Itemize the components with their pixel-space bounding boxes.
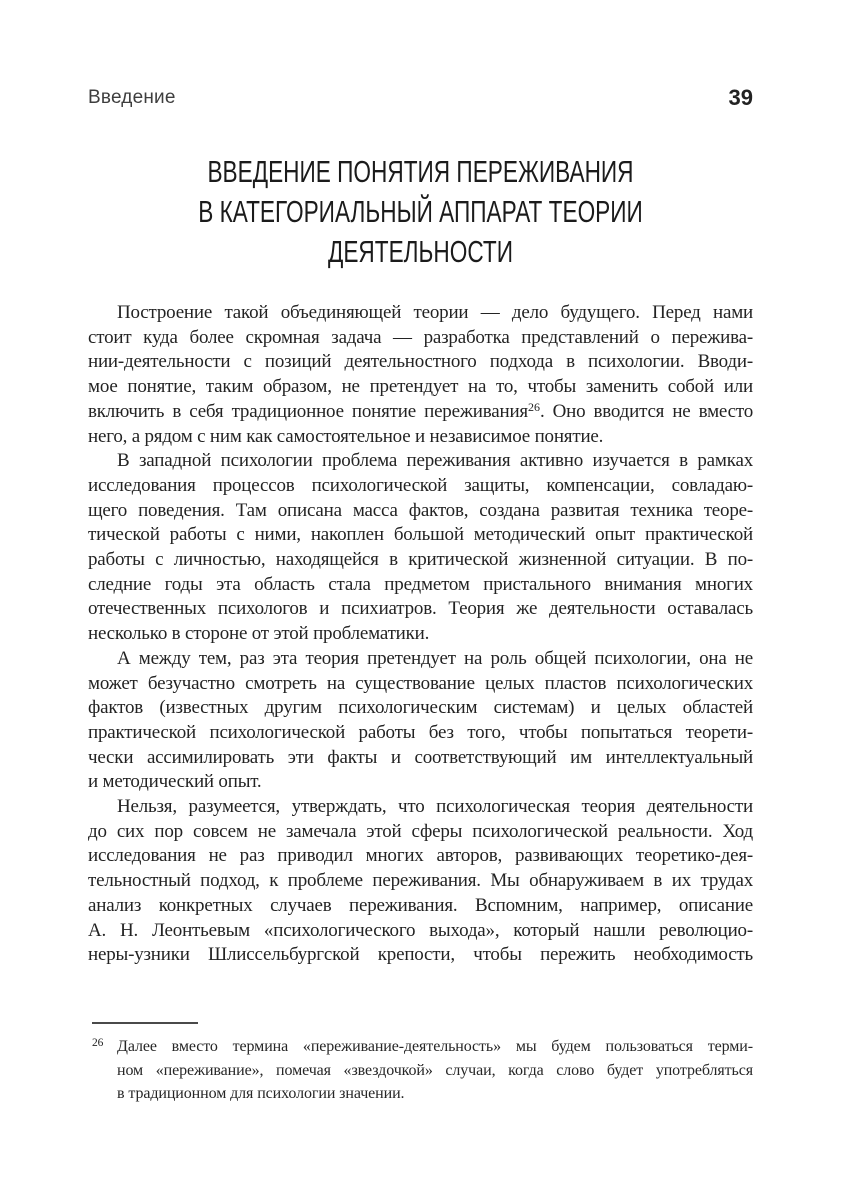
body-line-text: отечественных психологов и психиатров. Теория же деятельности оставалась [88,598,753,620]
body-line-text: работы с личностью, находящейся в критической жизненной ситуации. В по- [88,549,753,571]
body-line [88,425,753,450]
body-line-text: до сих пор совсем не замечала этой сферы психологической реальности. Ход [88,820,753,842]
chapter-title-line: В КАТЕГОРИАЛЬНЫЙ АППАРАТ ТЕОРИИ [198,194,643,229]
body-line [88,894,753,919]
body-line [88,696,753,721]
body-line-text: и методический опыт. [88,771,262,793]
body-line-text: Построение такой объединяющей теории — дело будущего. Перед нами [117,302,753,323]
body-line-text: чески ассимилировать эти факты и соответствующий им интеллектуальный [88,746,753,768]
body-line-text: следние годы эта область стала предметом пристального внимания многих [88,573,753,595]
footnote-line-text: Далее вместо термина «переживание-деятельность» мы будем пользоваться терми- [117,1038,753,1055]
body-line [88,597,753,622]
body-line-text: тельностный подход, к проблеме переживания. Мы обнаруживаем в их трудах [88,870,753,892]
body-line-text: А между тем, раз эта теория претендует на роль общей психологии, она не [117,647,753,669]
body-line-text: него, а рядом с ним как самостоятельное и независимое понятие. [88,425,604,447]
footnote-line [117,1059,753,1083]
body-line-text: несколько в стороне от этой проблематики. [88,623,430,645]
footnote-line [117,1035,753,1059]
body-line [88,721,753,746]
footnote [92,1035,753,1106]
footnote-marker: 26 [92,1037,104,1049]
body-line-text: фактов (известных другим психологическим системам) и целых областей [88,697,753,719]
body-line [88,919,753,944]
footnote-rule [92,1022,198,1024]
body-paragraph [88,301,753,449]
body-line [88,647,753,672]
page-number: 39 [728,85,753,110]
body-line-text: А. Н. Леонтьевым «психологического выхода», который нашли революцио- [88,919,753,941]
body-line-text: тической работы с ними, накоплен большой методический опыт практической [88,524,753,546]
body-line [88,548,753,573]
body-paragraph [88,795,753,968]
body-line-text: щего поведения. Там описана масса фактов, создана развитая техника теоре- [88,499,753,521]
body-line [88,672,753,697]
chapter-title [88,152,753,272]
chapter-title-line: ВВЕДЕНИЕ ПОНЯТИЯ ПЕРЕЖИВАНИЯ [207,154,634,189]
body-line-text: практической психологической работы без того, чтобы попытаться теорети- [88,721,753,743]
footnote-line-text: в традиционном для психологии значении. [117,1085,405,1103]
body-line-text: стоит куда более скромная задача — разработка представлений о пережива- [88,326,753,348]
footnote-reference: 26 [527,399,540,414]
body-line-text: . Оно вводится не вместо [539,400,754,422]
footnote-line-text: ном «переживание», помечая «звездочкой» случаи, когда слово будет употребляться [117,1061,753,1079]
chapter-title-line: ДЕЯТЕЛЬНОСТИ [327,234,514,269]
body-line-text: Нельзя, разумеется, утверждать, что психологическая теория деятельности [117,796,753,818]
footnote-text [117,1035,753,1106]
body-line-text: исследования не раз приводил многих авторов, развивающих теоретико-дея- [88,845,753,867]
body-line-text: включить в себя традиционное понятие переживания [88,400,528,422]
body-line [88,301,753,326]
body-line [88,350,753,375]
body-line-text: неры-узники Шлиссельбургской крепости, чтобы пережить необходимость [88,944,753,966]
body-line-text: может безучастно смотреть на существование целых пластов психологических [88,672,753,694]
body-paragraph [88,647,753,795]
body-line [88,573,753,598]
body-line-text: мое понятие, таким образом, не претендует на то, чтобы заменить собой или [88,376,753,398]
body-line [88,449,753,474]
running-title: Введение [88,87,176,108]
body-text [88,301,753,968]
body-line [88,869,753,894]
body-line [88,400,753,425]
body-line [88,820,753,845]
body-line [88,943,753,968]
body-line-text: нии-деятельности с позиций деятельностного подхода в психологии. Вводи- [88,351,753,373]
body-line [88,375,753,400]
footnote-line [117,1082,753,1106]
body-line [88,499,753,524]
body-line [88,770,753,795]
body-line [88,746,753,771]
body-line [88,326,753,351]
body-line [88,795,753,820]
body-line [88,474,753,499]
body-line [88,622,753,647]
body-line-text: анализ конкретных случаев переживания. Вспомним, например, описание [88,894,753,916]
body-line-text: В западной психологии проблема переживания активно изучается в рамках [117,450,753,472]
body-line [88,523,753,548]
body-line-text: исследования процессов психологической защиты, компенсации, совладаю- [88,474,753,496]
body-line [88,844,753,869]
body-paragraph [88,449,753,647]
